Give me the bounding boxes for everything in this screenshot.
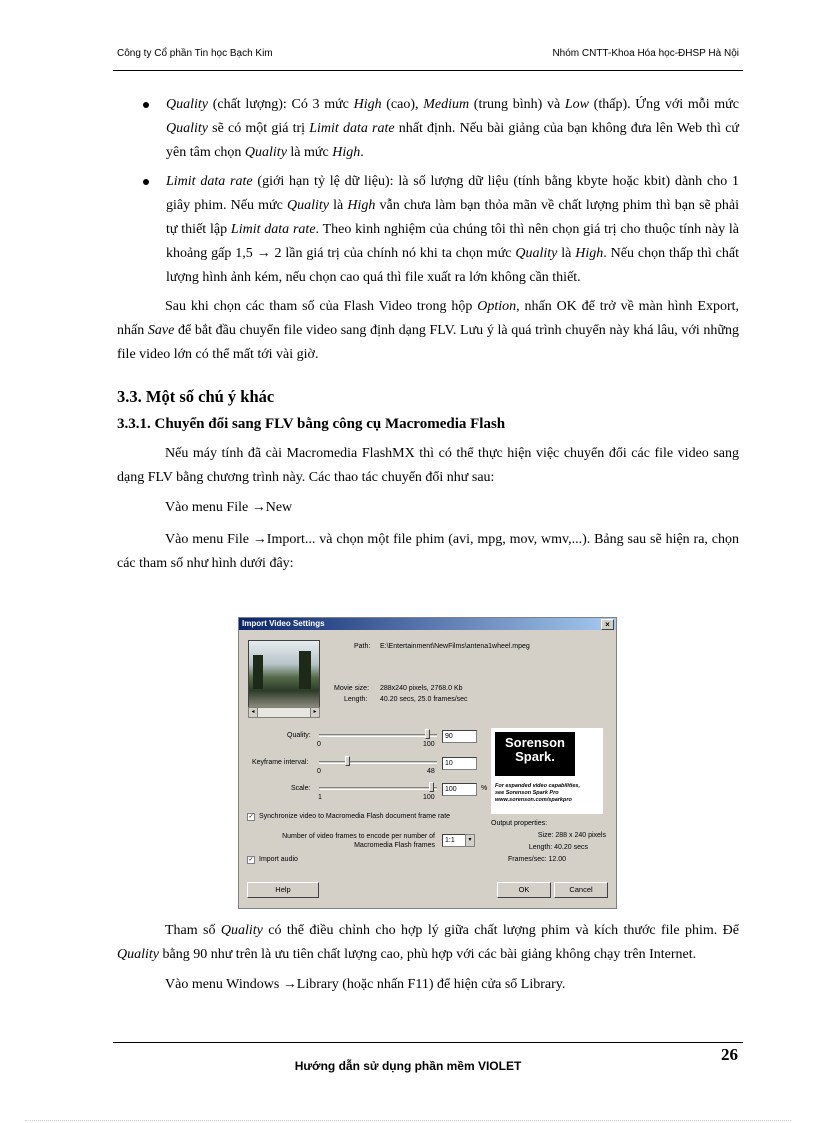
import-audio-label: Import audio — [259, 856, 298, 863]
sync-label: Synchronize video to Macromedia Flash document frame rate — [259, 813, 451, 820]
page-edge — [25, 1120, 791, 1121]
path-value: E:\Entertainment\NewFilms\antena1wheel.mpeg — [380, 643, 530, 650]
video-preview-thumbnail — [248, 640, 320, 708]
text: Sau khi chọn các tham số của Flash Video trong hộp — [165, 299, 478, 315]
term: High — [347, 198, 376, 214]
tree-shape — [299, 651, 311, 689]
text: là — [328, 198, 348, 214]
quality-label: Quality: — [287, 732, 311, 739]
chevron-down-icon[interactable]: ▾ — [465, 834, 475, 847]
text: sẽ có một giá trị — [208, 120, 310, 136]
step-new: Vào menu File →New — [165, 499, 293, 515]
text: , nhấn OK để trở về màn hình Export, nhấn — [117, 299, 739, 339]
term: Limit data rate — [309, 120, 395, 136]
section-heading: 3.3. Một số chú ý khác — [117, 386, 275, 406]
length-value: 40.20 secs, 25.0 frames/sec — [380, 696, 468, 703]
text: (chất lượng): Có 3 mức — [208, 97, 354, 112]
quality-slider-track[interactable] — [319, 734, 437, 737]
body-text — [117, 93, 739, 581]
term: Quality — [515, 245, 558, 261]
term: Quality — [244, 144, 287, 160]
bullet-dot — [143, 179, 149, 185]
output-properties-title: Output properties: — [491, 820, 548, 827]
paragraph-export — [117, 295, 739, 366]
keyframe-min: 0 — [317, 768, 321, 775]
scale-input[interactable]: 100 — [442, 783, 477, 796]
logo-caption — [495, 783, 580, 804]
paragraph-intro: Nếu máy tính đã cài Macromedia FlashMX thì có thể thực hiện việc chuyển đổi các file video sang dạng FLV bằng chương trình này. Các thao tác chuyển đổi như sau: — [117, 446, 739, 486]
import-video-settings-dialog — [238, 617, 617, 909]
bullet-limit-data-rate — [117, 170, 739, 289]
scale-min: 1 — [318, 794, 322, 801]
term: Low — [564, 97, 589, 112]
text: vẫn chưa làm bạn thỏa mãn về chất lượng phim thì bạn sẽ phải tự thiết lập — [166, 198, 740, 237]
ok-button[interactable]: OK — [497, 882, 551, 898]
term: Quality — [166, 120, 208, 136]
sorenson-logo — [495, 732, 575, 776]
term: Option — [477, 299, 517, 315]
text: . — [360, 144, 364, 160]
sync-checkbox[interactable]: ✓ — [248, 814, 254, 820]
logo-line2: Spark. — [515, 749, 555, 764]
text: nhất định. Nếu bài giảng của bạn không đưa lên Web thì cứ yên tâm chọn — [166, 120, 739, 160]
output-fps: Frames/sec: 12.00 — [508, 856, 566, 863]
text: để bắt đầu chuyển file video sang định dạng FLV. Lưu ý là quá trình chuyển này khá lâu, với những file video lớn có thể mất tới vài giờ. — [117, 323, 739, 362]
scale-max: 100 — [423, 794, 435, 801]
page-number: 26 — [721, 1045, 738, 1064]
movie-size-value: 288x240 pixels, 2768.0 Kb — [380, 685, 463, 692]
term-limit-data-rate: Limit data rate — [166, 174, 253, 190]
keyframe-max: 48 — [427, 768, 435, 775]
import-audio-checkbox[interactable]: ✓ — [248, 857, 254, 863]
path-label: Path: — [354, 643, 371, 650]
text: là mức — [286, 144, 333, 160]
dialog-title: Import Video Settings — [242, 619, 325, 628]
subsection-heading: 3.3.1. Chuyển đổi sang FLV bằng công cụ Macromedia Flash — [117, 415, 506, 432]
logo-caption-line: www.sorenson.com/sparkpro — [495, 797, 572, 803]
output-size: Size: 288 x 240 pixels — [537, 832, 606, 839]
term: Limit data rate — [230, 221, 316, 237]
text: bằng 90 như trên là ưu tiên chất lượng cao, phù hợp với các bài giảng không chạy trên Internet. — [159, 946, 697, 962]
text: có thể điều chỉnh cho hợp lý giữa chất lượng phim và kích thước file phim. Để — [262, 923, 740, 938]
term: Quality — [117, 946, 159, 962]
term: High — [575, 245, 604, 261]
dialog-title-bar — [239, 618, 616, 630]
tree-shape — [253, 655, 263, 689]
quality-min: 0 — [317, 741, 321, 748]
step-library: Vào menu Windows →Library (hoặc nhấn F11) để hiện cửa sổ Library. — [165, 976, 566, 992]
header-right: Nhóm CNTT-Khoa Hóa học-ĐHSP Hà Nội — [552, 48, 739, 59]
quality-slider-thumb[interactable] — [425, 729, 430, 739]
scale-slider-thumb[interactable] — [429, 782, 434, 792]
term: Quality — [220, 923, 263, 938]
quality-input[interactable]: 90 — [442, 730, 477, 743]
scroll-left-icon[interactable]: ◂ — [249, 708, 258, 717]
term: High — [353, 97, 382, 112]
footer-title: Hướng dẫn sử dụng phần mềm VIOLET — [294, 1059, 522, 1073]
scale-slider-track[interactable] — [319, 787, 437, 790]
text: . Theo kinh nghiệm của chúng tôi thì nên chọn giá trị cho thuộc tính này là khoảng gấp 1,5 → 2 lần giá trị của chính nó khi ta chọn mức — [166, 221, 740, 261]
text: (thấp). Ứng với mỗi mức — [588, 97, 739, 112]
header-left: Công ty Cổ phần Tin học Bạch Kim — [117, 48, 273, 59]
keyframe-input[interactable]: 10 — [442, 757, 477, 770]
term: Quality — [286, 198, 329, 214]
paragraph-quality — [117, 919, 739, 967]
body-text-lower — [117, 919, 739, 1004]
header-rule — [113, 70, 743, 71]
logo-caption-line: For expanded video capabilities, — [495, 783, 580, 789]
bullet-dot — [143, 102, 149, 108]
length-label: Length: — [344, 696, 368, 703]
cancel-button[interactable]: Cancel — [554, 882, 608, 898]
text: là — [557, 245, 576, 261]
help-button[interactable]: Help — [247, 882, 319, 898]
logo-caption-line: see Sorenson Spark Pro — [495, 790, 559, 796]
term-quality: Quality — [166, 97, 208, 112]
preview-scrollbar[interactable] — [248, 707, 320, 718]
text: (giới hạn tỷ lệ dữ liệu): là số lượng dữ liệu (tính bằng kbyte hoặc kbit) dành cho 1 giây phim. Nếu mức — [166, 174, 739, 214]
text: (cao), — [381, 97, 424, 112]
text: (trung bình) và — [469, 97, 565, 112]
scale-unit: % — [481, 785, 488, 792]
term: Medium — [423, 97, 470, 112]
scale-label: Scale: — [291, 785, 311, 792]
bullet-quality — [117, 93, 739, 164]
term: Save — [147, 323, 175, 339]
term: High — [332, 144, 361, 160]
quality-max: 100 — [423, 741, 435, 748]
frames-label: Number of video frames to encode per number of Macromedia Flash frames — [282, 833, 435, 849]
frames-select[interactable]: 1:1 — [442, 834, 466, 847]
movie-size-label: Movie size: — [334, 685, 370, 692]
output-length: Length: 40.20 secs — [528, 844, 588, 851]
footer-rule — [113, 1042, 743, 1043]
close-icon[interactable]: × — [601, 619, 614, 630]
text: . Nếu chọn thấp thì chất lượng hình ảnh kém, nếu chọn cao quá thì file xuất ra lớn không cần thiết. — [166, 245, 739, 285]
keyframe-slider-thumb[interactable] — [345, 756, 350, 766]
keyframe-label: Keyframe interval: — [252, 759, 309, 766]
step-import: Vào menu File →Import... và chọn một file phim (avi, mpg, mov, wmv,...). Bảng sau sẽ hiện ra, chọn các tham số như hình dưới đây: — [117, 531, 739, 571]
scroll-right-icon[interactable]: ▸ — [310, 708, 319, 717]
keyframe-slider-track[interactable] — [319, 761, 437, 764]
text: Tham số — [165, 923, 221, 938]
logo-line1: Sorenson — [505, 735, 565, 750]
